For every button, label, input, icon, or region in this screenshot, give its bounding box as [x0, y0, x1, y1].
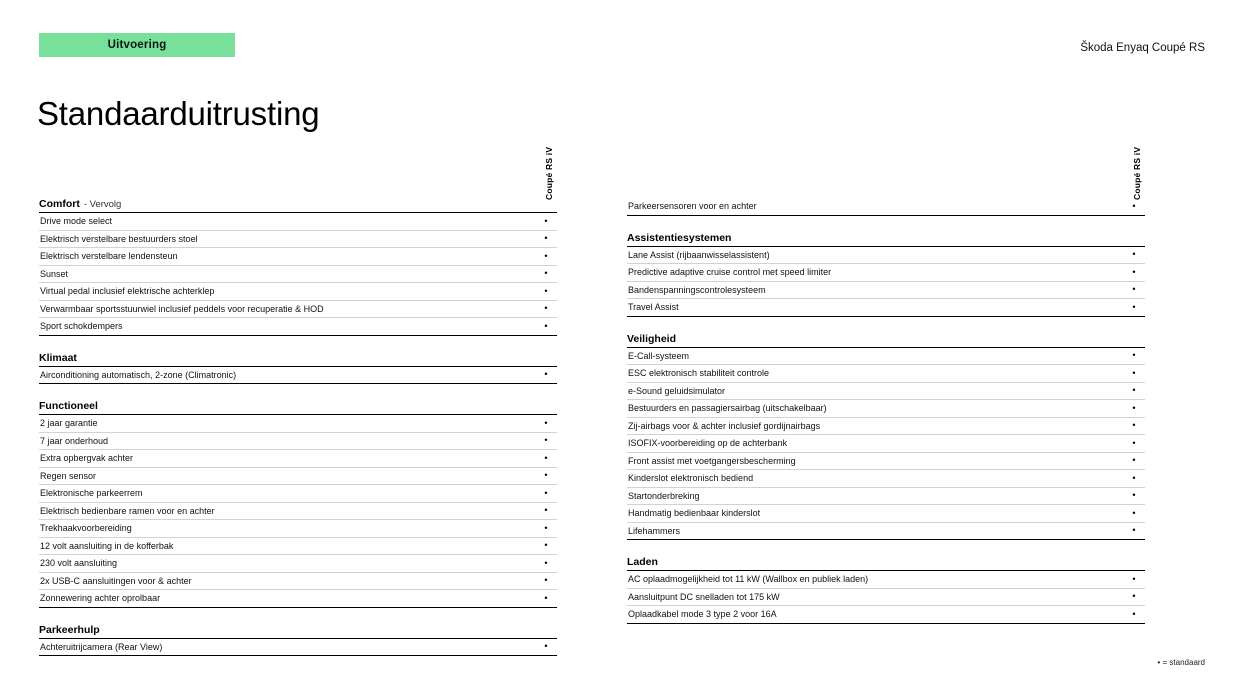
feature-group-name: Laden [627, 556, 658, 568]
feature-group [627, 198, 1145, 216]
standard-equipment-dot: • [1132, 437, 1136, 448]
standard-equipment-dot: • [1132, 490, 1136, 501]
spec-column-header-left: Coupé RS iV [544, 146, 554, 200]
feature-row [39, 318, 557, 336]
feature-group-header [39, 400, 557, 415]
feature-label: e-Sound geluidsimulator [628, 385, 726, 396]
feature-label: Trekhaakvoorbereiding [40, 523, 132, 534]
standard-equipment-dot: • [544, 250, 548, 261]
feature-label: Regen sensor [40, 470, 97, 481]
standard-equipment-dot: • [544, 320, 548, 331]
feature-label: 2 jaar garantie [40, 418, 98, 429]
feature-group-name: Functioneel [39, 400, 98, 412]
feature-row [627, 606, 1145, 624]
standard-equipment-dot: • [1132, 525, 1136, 536]
feature-row [39, 503, 557, 521]
standard-equipment-dot: • [1132, 608, 1136, 619]
feature-row [39, 573, 557, 591]
feature-label: Verwarmbaar sportsstuurwiel inclusief peddels voor recuperatie & HOD [40, 303, 324, 314]
left-column-body [39, 198, 557, 656]
standard-equipment-dot: • [544, 487, 548, 498]
standard-equipment-dot: • [544, 470, 548, 481]
feature-label: Bandenspanningscontrolesysteem [628, 284, 766, 295]
standard-equipment-dot: • [544, 215, 548, 226]
standard-equipment-dot: • [544, 522, 548, 533]
feature-label: Airconditioning automatisch, 2-zone (Climatronic) [40, 369, 237, 380]
standard-equipment-dot: • [1132, 301, 1136, 312]
feature-group [627, 333, 1145, 541]
feature-group-name: Veiligheid [627, 332, 677, 345]
feature-row [39, 450, 557, 468]
feature-label: Extra opbergvak achter [40, 453, 134, 464]
standard-equipment-dot: • [1132, 573, 1136, 584]
feature-row [39, 248, 557, 266]
standard-equipment-dot: • [544, 435, 548, 446]
standard-equipment-dot: • [1132, 249, 1136, 260]
feature-row [627, 299, 1145, 317]
feature-row [627, 470, 1145, 488]
feature-row [627, 571, 1145, 589]
feature-row [627, 365, 1145, 383]
feature-row [627, 505, 1145, 523]
feature-row [39, 468, 557, 486]
standard-equipment-dot: • [544, 540, 548, 551]
feature-group-name: Assistentiesystemen [627, 231, 732, 244]
feature-group-name: Parkeerhulp [39, 623, 100, 636]
standard-equipment-dot: • [544, 285, 548, 296]
feature-row [627, 400, 1145, 418]
feature-row [39, 538, 557, 556]
feature-group-header [627, 556, 1145, 571]
feature-label: Virtual pedal inclusief elektrische achterklep [40, 286, 215, 297]
feature-group [39, 352, 557, 385]
standard-equipment-dot: • [544, 303, 548, 314]
model-name: Škoda Enyaq Coupé RS [1080, 42, 1205, 54]
standard-equipment-dot: • [544, 641, 548, 652]
feature-label: AC oplaadmogelijkheid tot 11 kW (Wallbox en publiek laden) [628, 574, 869, 585]
standard-equipment-dot: • [544, 557, 548, 568]
feature-row [627, 453, 1145, 471]
feature-row [39, 213, 557, 231]
standard-equipment-dot: • [544, 417, 548, 428]
feature-row [39, 590, 557, 608]
feature-label: Lifehammers [628, 525, 681, 536]
standard-equipment-dot: • [1132, 472, 1136, 483]
standard-equipment-dot: • [1132, 284, 1136, 295]
feature-group-header [39, 198, 557, 213]
feature-row [627, 383, 1145, 401]
feature-label: Elektronische parkeerrem [40, 488, 143, 499]
feature-row [39, 433, 557, 451]
feature-group-header [627, 333, 1145, 348]
feature-label: 2x USB-C aansluitingen voor & achter [40, 575, 192, 586]
feature-row [627, 435, 1145, 453]
feature-group [627, 556, 1145, 624]
standard-equipment-dot: • [1132, 385, 1136, 396]
standard-equipment-dot: • [544, 233, 548, 244]
feature-label: Zij-airbags voor & achter inclusief gordijnairbags [628, 420, 821, 431]
section-badge-label: Uitvoering [107, 39, 167, 51]
feature-label: Sport schokdempers [40, 321, 123, 332]
feature-group-header [39, 624, 557, 639]
feature-row [39, 266, 557, 284]
feature-group [39, 624, 557, 657]
page-title: Standaarduitrusting [37, 95, 320, 133]
feature-label: 230 volt aansluiting [40, 558, 118, 569]
feature-row [39, 485, 557, 503]
standard-equipment-dot: • [544, 369, 548, 380]
feature-group [39, 198, 557, 336]
feature-row [627, 348, 1145, 366]
feature-label: ESC elektronisch stabiliteit controle [628, 368, 770, 379]
feature-label: Lane Assist (rijbaanwisselassistent) [628, 249, 770, 260]
feature-row [39, 367, 557, 385]
feature-group-name: Comfort [39, 198, 80, 210]
feature-row [39, 415, 557, 433]
section-badge [39, 33, 235, 57]
feature-label: E-Call-systeem [628, 350, 690, 361]
feature-row [627, 523, 1145, 541]
spec-column-header-right: Coupé RS iV [1132, 146, 1142, 200]
feature-label: Oplaadkabel mode 3 type 2 voor 16A [628, 609, 777, 620]
standard-equipment-dot: • [1132, 507, 1136, 518]
feature-row [39, 520, 557, 538]
feature-label: ISOFIX-voorbereiding op de achterbank [628, 438, 788, 449]
feature-group-name: Klimaat [39, 351, 77, 364]
feature-row [627, 264, 1145, 282]
feature-group-suffix: - Vervolg [83, 199, 122, 210]
feature-label: Bestuurders en passagiersairbag (uitschakelbaar) [628, 403, 827, 414]
feature-label: Travel Assist [628, 302, 679, 313]
feature-row [627, 418, 1145, 436]
standard-equipment-dot: • [544, 505, 548, 516]
standard-equipment-dot: • [1132, 455, 1136, 466]
feature-row [39, 231, 557, 249]
feature-label: Sunset [40, 268, 69, 279]
feature-label: Elektrisch verstelbare bestuurders stoel [40, 233, 198, 244]
feature-label: 7 jaar onderhoud [40, 435, 109, 446]
feature-label: Handmatig bedienbaar kinderslot [628, 508, 761, 519]
feature-group-header [627, 232, 1145, 247]
legend: • = standaard [1157, 658, 1205, 667]
standard-equipment-dot: • [544, 452, 548, 463]
feature-group [39, 400, 557, 608]
feature-row [627, 488, 1145, 506]
feature-label: Front assist met voetgangersbescherming [628, 455, 796, 466]
feature-row [627, 198, 1145, 216]
feature-label: Aansluitpunt DC snelladen tot 175 kW [628, 591, 780, 602]
standard-equipment-dot: • [544, 575, 548, 586]
standard-equipment-dot: • [1132, 591, 1136, 602]
standard-equipment-dot: • [1132, 420, 1136, 431]
feature-label: Kinderslot elektronisch bediend [628, 473, 754, 484]
standard-equipment-dot: • [1132, 200, 1136, 211]
feature-row [39, 283, 557, 301]
feature-label: Zonnewering achter oprolbaar [40, 593, 161, 604]
feature-row [39, 555, 557, 573]
feature-row [627, 247, 1145, 265]
feature-row [627, 589, 1145, 607]
feature-label: Predictive adaptive cruise control met speed limiter [628, 267, 832, 278]
standard-equipment-dot: • [1132, 402, 1136, 413]
standard-equipment-dot: • [1132, 367, 1136, 378]
feature-row [39, 301, 557, 319]
feature-group [627, 232, 1145, 317]
feature-label: 12 volt aansluiting in de kofferbak [40, 540, 174, 551]
feature-group-header [39, 352, 557, 367]
right-column-body [627, 198, 1145, 624]
feature-label: Elektrisch bedienbare ramen voor en achter [40, 505, 215, 516]
feature-label: Drive mode select [40, 216, 113, 227]
feature-label: Parkeersensoren voor en achter [628, 201, 757, 212]
feature-row [627, 282, 1145, 300]
standard-equipment-dot: • [1132, 350, 1136, 361]
feature-label: Achteruitrijcamera (Rear View) [40, 641, 163, 652]
feature-row [39, 639, 557, 657]
feature-label: Startonderbreking [628, 490, 700, 501]
standard-equipment-dot: • [1132, 266, 1136, 277]
standard-equipment-dot: • [544, 268, 548, 279]
feature-label: Elektrisch verstelbare lendensteun [40, 251, 178, 262]
standard-equipment-dot: • [544, 592, 548, 603]
